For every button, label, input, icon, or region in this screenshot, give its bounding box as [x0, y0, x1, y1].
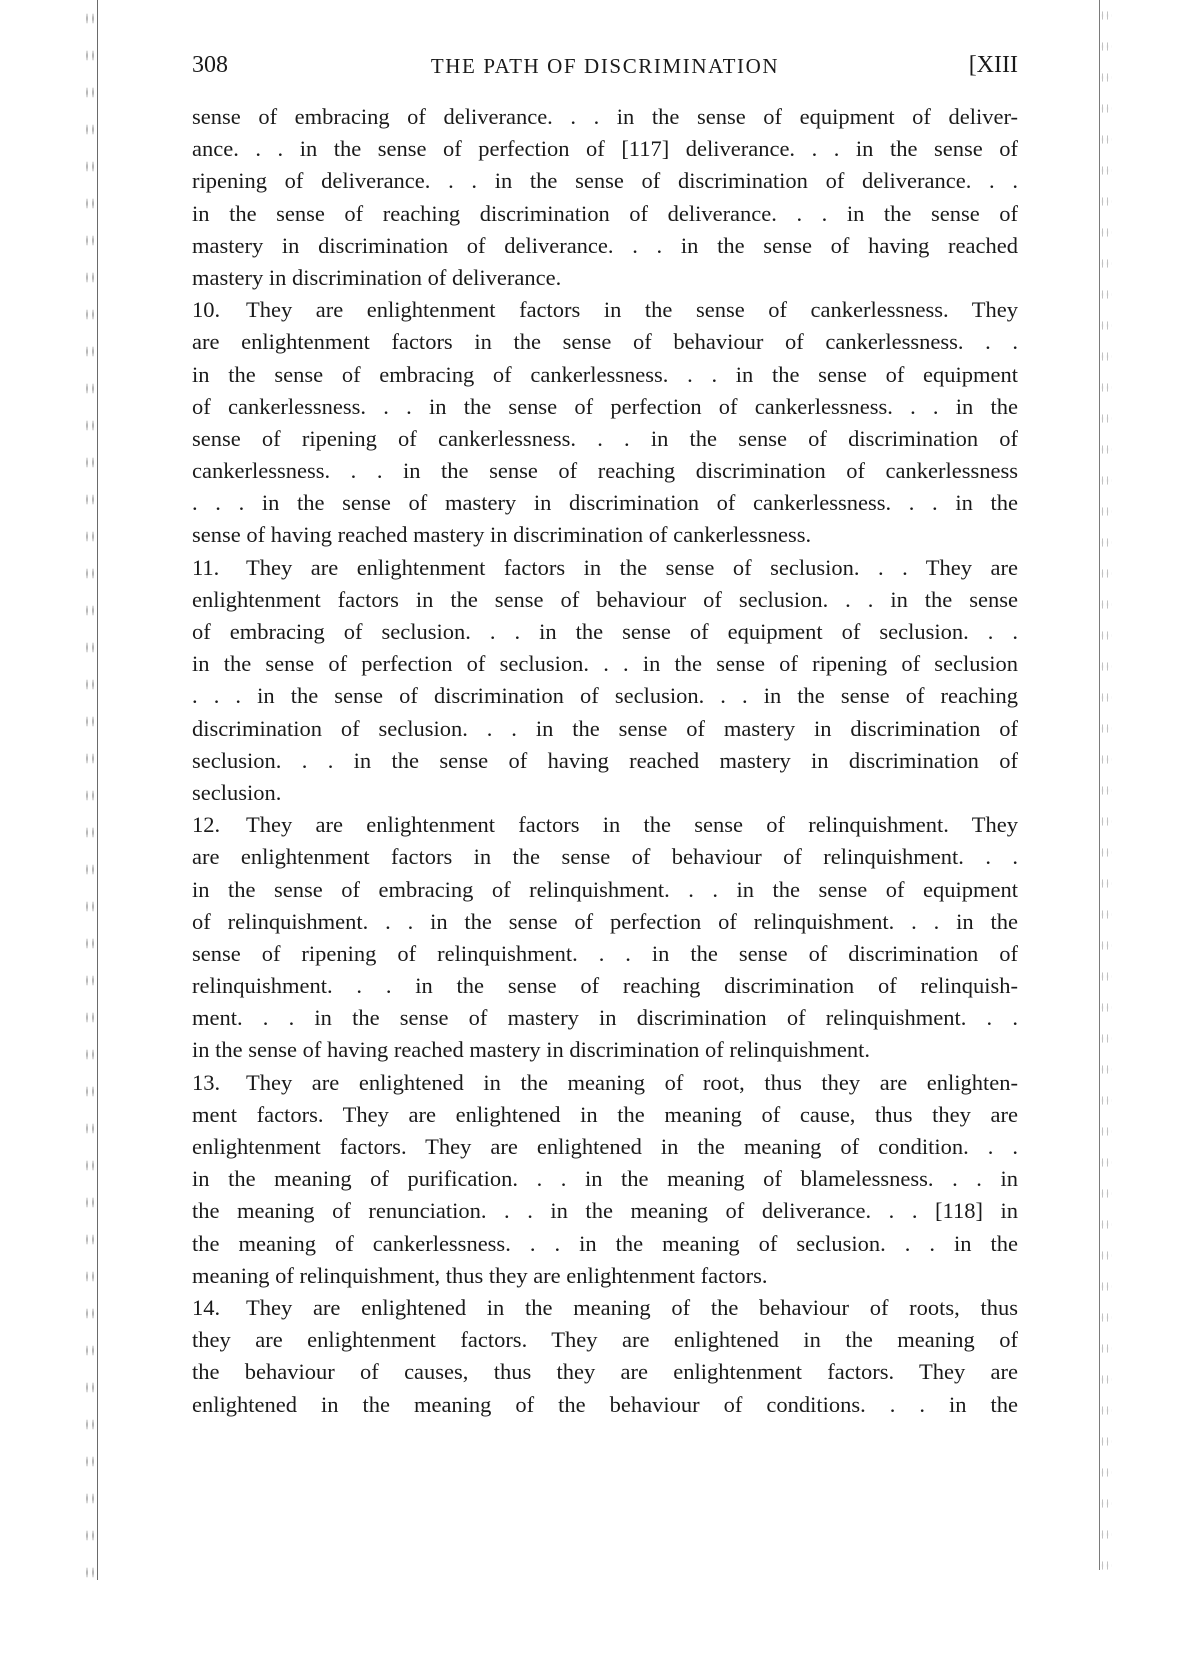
text-line: are enlightenment factors in the sense of behaviour of relinquishment. . .: [192, 844, 1018, 870]
text-line-first: [192, 1067, 1018, 1099]
running-head: [192, 48, 1018, 82]
text-line: meaning of relinquishment, thus they are enlightenment factors.: [192, 1262, 768, 1288]
text-line: They are enlightenment factors in the sense of relinquishment. They: [246, 812, 1018, 838]
text-line: of cankerlessness. . . in the sense of perfection of cankerlessness. . . in the: [192, 393, 1018, 419]
scan-edge-right-specks: [1100, 0, 1112, 1570]
text-line: they are enlightenment factors. They are enlightened in the meaning of: [192, 1327, 1018, 1353]
text-line: relinquishment. . . in the sense of reaching discrimination of relinquish-: [192, 973, 1018, 999]
text-line: the meaning of renunciation. . . in the meaning of deliverance. . . [118] in: [192, 1198, 1018, 1224]
text-line: the meaning of cankerlessness. . . in the meaning of seclusion. . . in the: [192, 1230, 1018, 1256]
text-line-first: [192, 294, 1018, 326]
text-line-first: [192, 809, 1018, 841]
paragraph-14: [192, 1292, 1018, 1421]
text-line: They are enlightened in the meaning of the behaviour of roots, thus: [246, 1294, 1018, 1320]
paragraph-number: 14.: [192, 1294, 221, 1320]
text-line: sense of ripening of relinquishment. . . in the sense of discrimination of: [192, 940, 1018, 966]
running-title: THE PATH OF DISCRIMINATION: [430, 54, 780, 78]
text-line: of relinquishment. . . in the sense of perfection of relinquishment. . . in the: [192, 908, 1018, 934]
text-line: . . . in the sense of mastery in discrimination of cankerlessness. . . in the: [192, 490, 1018, 516]
text-line: in the sense of having reached mastery in discrimination of relinquishment.: [192, 1037, 870, 1063]
text-line: They are enlightenment factors in the sense of seclusion. . . They are: [246, 554, 1018, 580]
scan-edge-left-specks: [84, 0, 98, 1580]
paragraph-number: 10.: [192, 297, 221, 323]
text-line: sense of embracing of deliverance. . . in the sense of equipment of deliver-: [192, 104, 1018, 129]
text-line: sense of ripening of cankerlessness. . . in the sense of discrimination of: [192, 425, 1018, 451]
paragraph-number: 13.: [192, 1069, 221, 1095]
text-line: seclusion.: [192, 779, 282, 805]
text-line: They are enlightenment factors in the sense of cankerlessness. They: [246, 297, 1018, 323]
scan-edge-left: [97, 0, 98, 1580]
paragraph-13: [192, 1067, 1018, 1292]
chapter-reference: [XIII: [968, 52, 1018, 78]
text-line: mastery in discrimination of deliverance. . . in the sense of having reached: [192, 232, 1018, 258]
text-line: in the meaning of purification. . . in the meaning of blamelessness. . . in: [192, 1166, 1018, 1192]
page-number: 308: [192, 52, 228, 78]
text-line: discrimination of seclusion. . . in the sense of mastery in discrimination of: [192, 715, 1018, 741]
text-line: ment. . . in the sense of mastery in discrimination of relinquishment. . .: [192, 1005, 1018, 1031]
text-line-first: [192, 1292, 1018, 1324]
text-line: in the sense of embracing of cankerlessness. . . in the sense of equipment: [192, 361, 1018, 387]
text-line: the behaviour of causes, thus they are enlightenment factors. They are: [192, 1359, 1018, 1385]
text-line: ment factors. They are enlightened in the meaning of cause, thus they are: [192, 1101, 1018, 1127]
paragraph-number: 12.: [192, 812, 221, 838]
text-line: enlightenment factors. They are enlightened in the meaning of condition. . .: [192, 1134, 1018, 1159]
paragraph-number: 11.: [192, 554, 220, 580]
text-line: are enlightenment factors in the sense of behaviour of cankerlessness. . .: [192, 329, 1018, 355]
text-line: . . . in the sense of discrimination of seclusion. . . in the sense of reaching: [192, 683, 1018, 709]
text-line: in the sense of perfection of seclusion. . . in the sense of ripening of seclusion: [192, 651, 1018, 677]
text-line: mastery in discrimination of deliverance.: [192, 264, 562, 290]
text-line: sense of having reached mastery in discrimination of cankerlessness.: [192, 522, 812, 548]
paragraph-11: [192, 552, 1018, 810]
text-line: enlightened in the meaning of the behaviour of conditions. . . in the: [192, 1391, 1018, 1417]
text-line: in the sense of embracing of relinquishment. . . in the sense of equipment: [192, 876, 1018, 902]
text-line: They are enlightened in the meaning of root, thus they are enlighten-: [246, 1069, 1018, 1095]
text-line: enlightenment factors in the sense of behaviour of seclusion. . . in the sense: [192, 586, 1018, 612]
paragraph-12: [192, 809, 1018, 1067]
text-line: of embracing of seclusion. . . in the sense of equipment of seclusion. . .: [192, 619, 1018, 644]
text-line: cankerlessness. . . in the sense of reaching discrimination of cankerlessness: [192, 458, 1018, 484]
paragraph-10: [192, 294, 1018, 552]
text-line: ance. . . in the sense of perfection of [117] deliverance. . . in the sense of: [192, 136, 1018, 162]
paragraph-continuation: [192, 101, 1018, 294]
text-line: ripening of deliverance. . . in the sense of discrimination of deliverance. . .: [192, 168, 1018, 194]
text-line-first: [192, 552, 1018, 584]
text-line: seclusion. . . in the sense of having reached mastery in discrimination of: [192, 747, 1018, 773]
text-line: in the sense of reaching discrimination of deliverance. . . in the sense of: [192, 200, 1018, 226]
page-body: [192, 101, 1018, 1421]
